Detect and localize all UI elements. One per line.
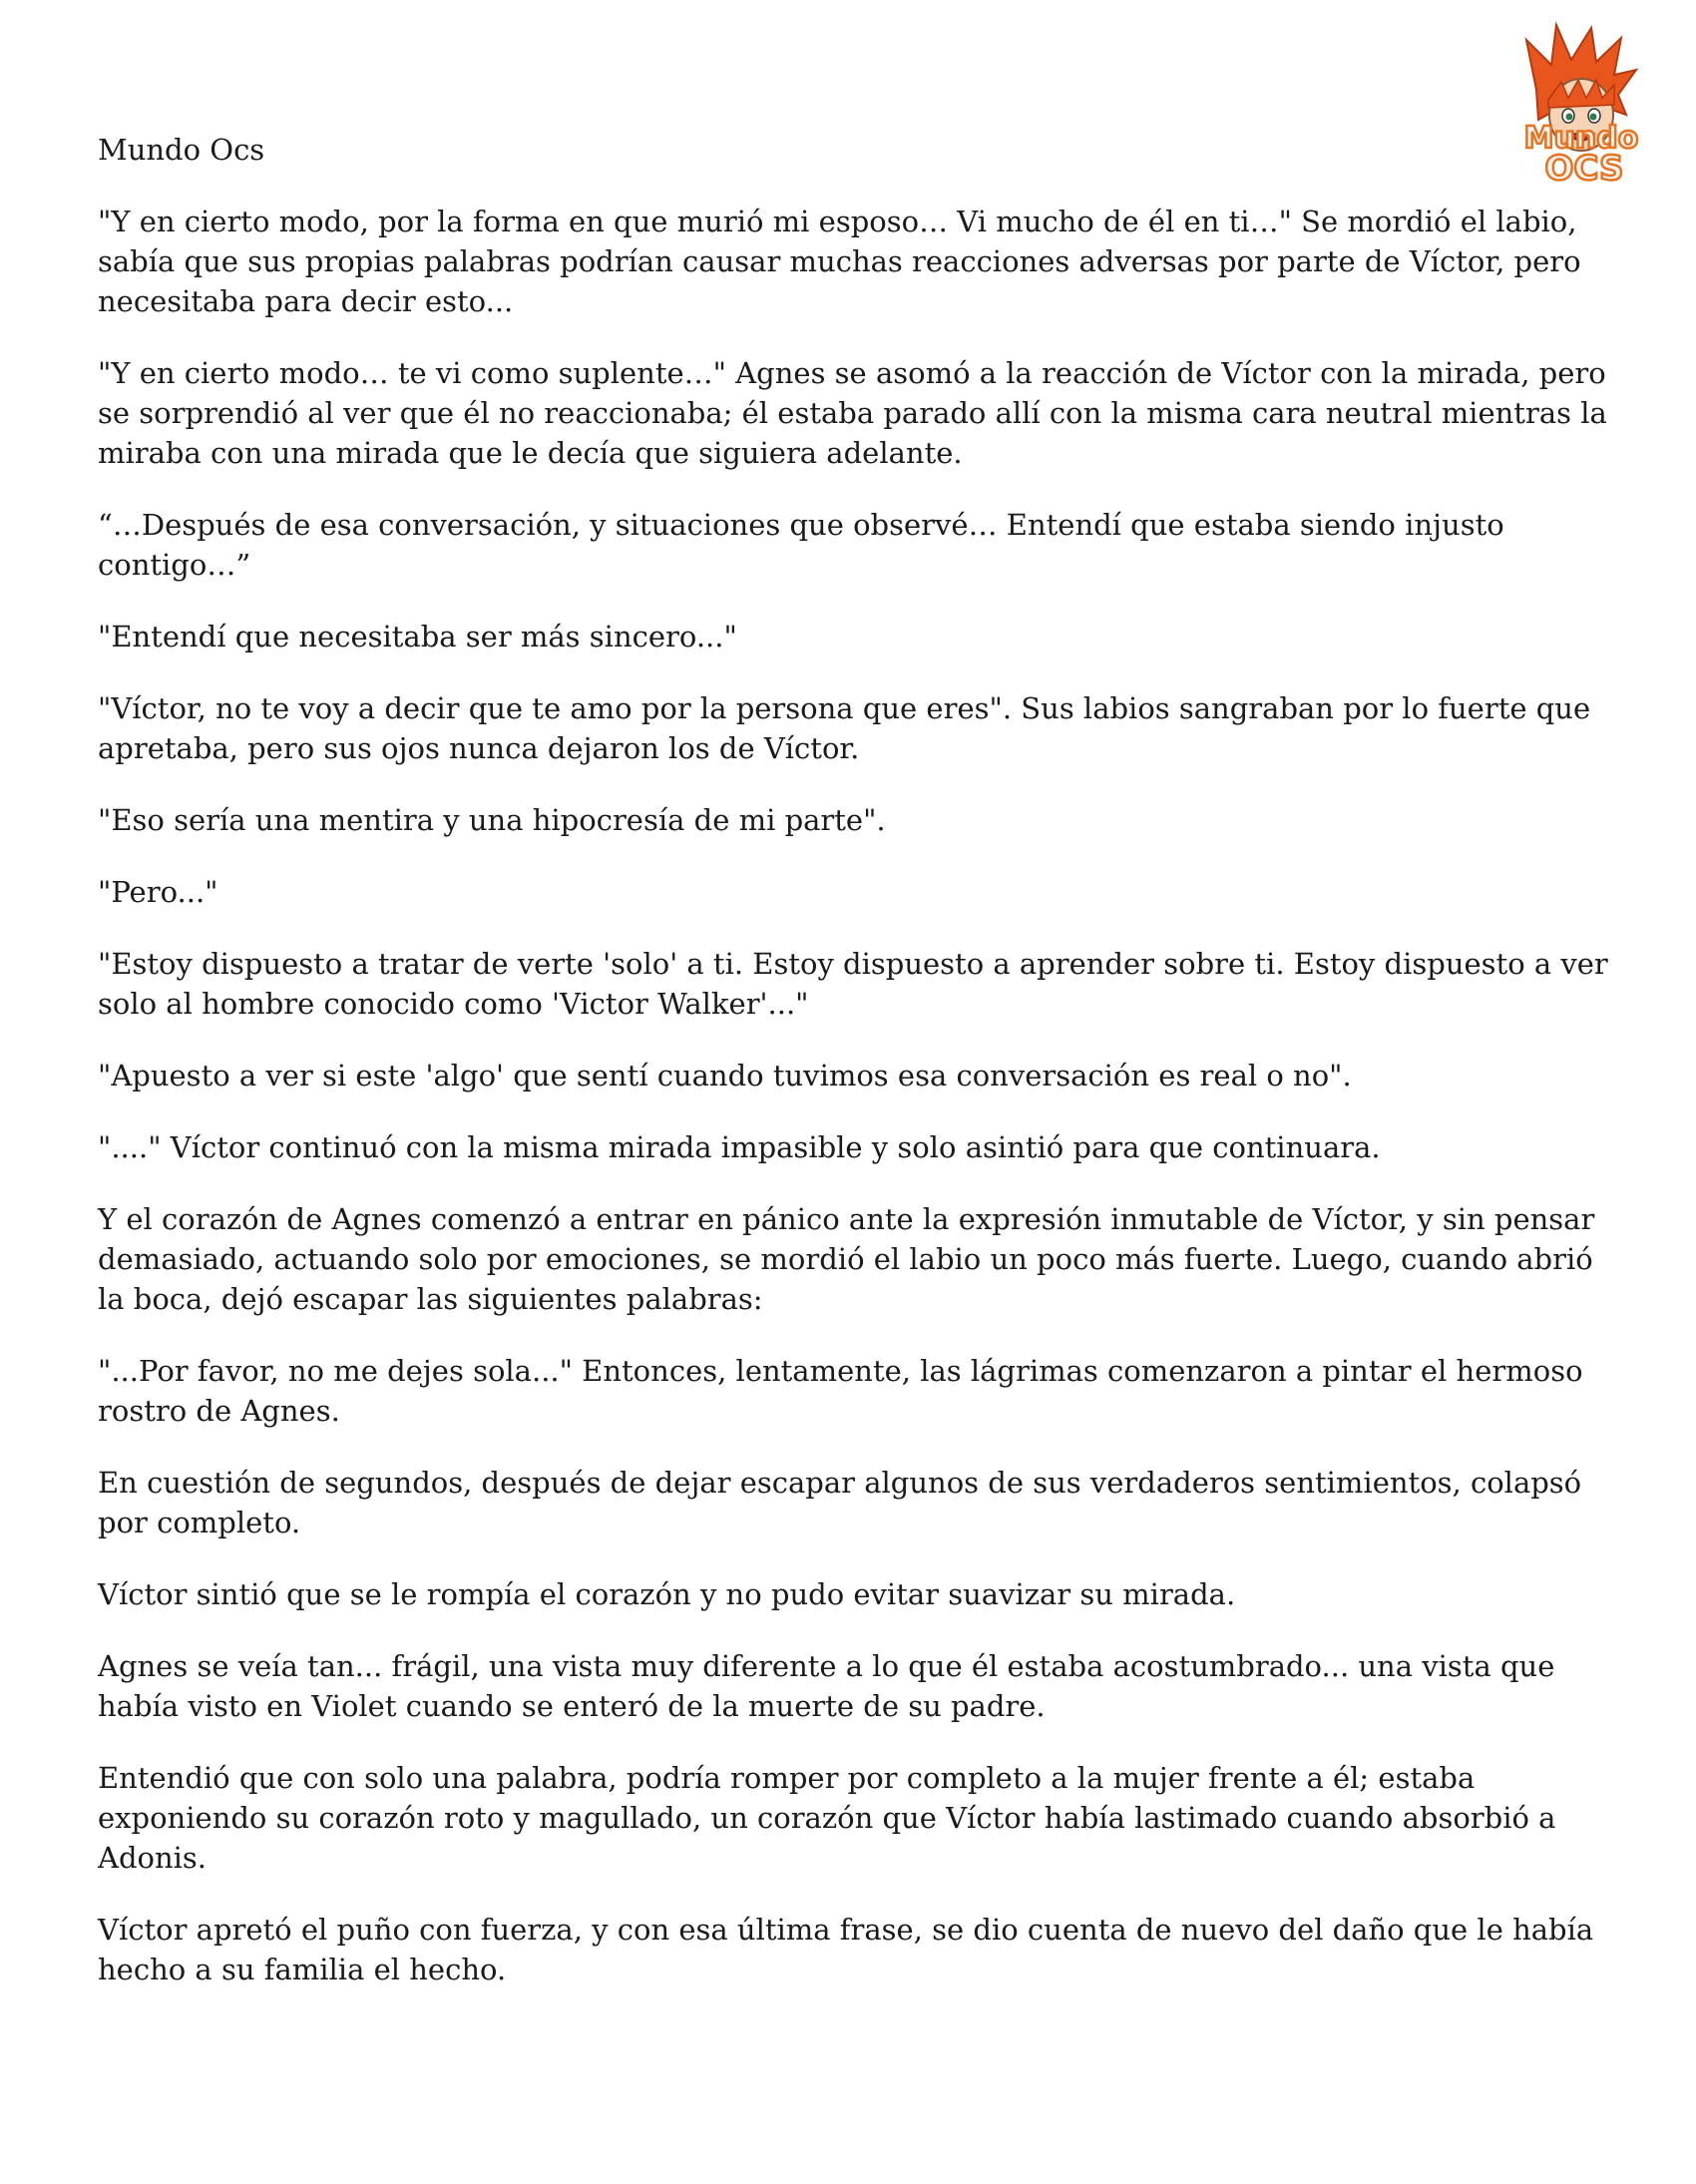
logo-text-line2: OCS xyxy=(1544,149,1624,189)
document-header: Mundo Ocs xyxy=(98,133,265,167)
paragraph: Víctor apretó el puño con fuerza, y con esa última frase, se dio cuenta de nuevo del daño que le había hecho a su familia el hecho. xyxy=(98,1913,1594,1986)
logo-text-line1: Mundo xyxy=(1523,121,1639,156)
paragraph: "Apuesto a ver si este 'algo' que sentí cuando tuvimos esa conversación es real o no". xyxy=(98,1059,1352,1092)
paragraph: "Entendí que necesitaba ser más sincero..." xyxy=(98,620,737,654)
paragraph: Víctor sintió que se le rompía el corazón y no pudo evitar suavizar su mirada. xyxy=(98,1577,1236,1611)
paragraph: "Pero..." xyxy=(98,875,218,909)
paragraph: Y el corazón de Agnes comenzó a entrar en pánico ante la expresión inmutable de Víctor, y sin pensar demasiado, actuando solo por emociones, se mordió el labio un poco más fuerte. Luego, cuando abrió la boca, dejó escapar las siguientes palabras: xyxy=(98,1202,1595,1316)
paragraph: En cuestión de segundos, después de dejar escapar algunos de sus verdaderos sentimientos, colapsó por completo. xyxy=(98,1466,1582,1539)
paragraph: "...." Víctor continuó con la misma mirada impasible y solo asintió para que continuara. xyxy=(98,1130,1381,1164)
paragraph: "Y en cierto modo, por la forma en que murió mi esposo… Vi mucho de él en ti…" Se mordió el labio, sabía que sus propias palabras podrían causar muchas reacciones adversas por parte de Víctor, pero necesitaba para decir esto... xyxy=(98,205,1581,318)
document-body xyxy=(98,130,1624,2021)
paragraph: "Y en cierto modo… te vi como suplente…" Agnes se asomó a la reacción de Víctor con la mirada, pero se sorprendió al ver que él no reaccionaba; él estaba parado allí con la misma cara neutral mientras la miraba con una mirada que le decía que siguiera adelante. xyxy=(98,356,1607,470)
paragraph: "Estoy dispuesto a tratar de verte 'solo' a ti. Estoy dispuesto a aprender sobre ti. Estoy dispuesto a ver solo al hombre conocido como 'Victor Walker'..." xyxy=(98,947,1608,1021)
paragraph: "Víctor, no te voy a decir que te amo por la persona que eres". Sus labios sangraban por lo fuerte que apretaba, pero sus ojos nunca dejaron los de Víctor. xyxy=(98,691,1591,765)
paragraph: Entendió que con solo una palabra, podría romper por completo a la mujer frente a él; estaba exponiendo su corazón roto y magullado, un corazón que Víctor había lastimado cuando absorbió a Adonis. xyxy=(98,1761,1556,1875)
paragraph: Agnes se veía tan... frágil, una vista muy diferente a lo que él estaba acostumbrado... una vista que había visto en Violet cuando se enteró de la muerte de su padre. xyxy=(98,1649,1555,1723)
paragraph: "Eso sería una mentira y una hipocresía de mi parte". xyxy=(98,803,886,837)
paragraph: "...Por favor, no me dejes sola..." Entonces, lentamente, las lágrimas comenzaron a pintar el hermoso rostro de Agnes. xyxy=(98,1354,1583,1428)
paragraph: “…Después de esa conversación, y situaciones que observé… Entendí que estaba siendo injusto contigo…” xyxy=(98,508,1504,582)
